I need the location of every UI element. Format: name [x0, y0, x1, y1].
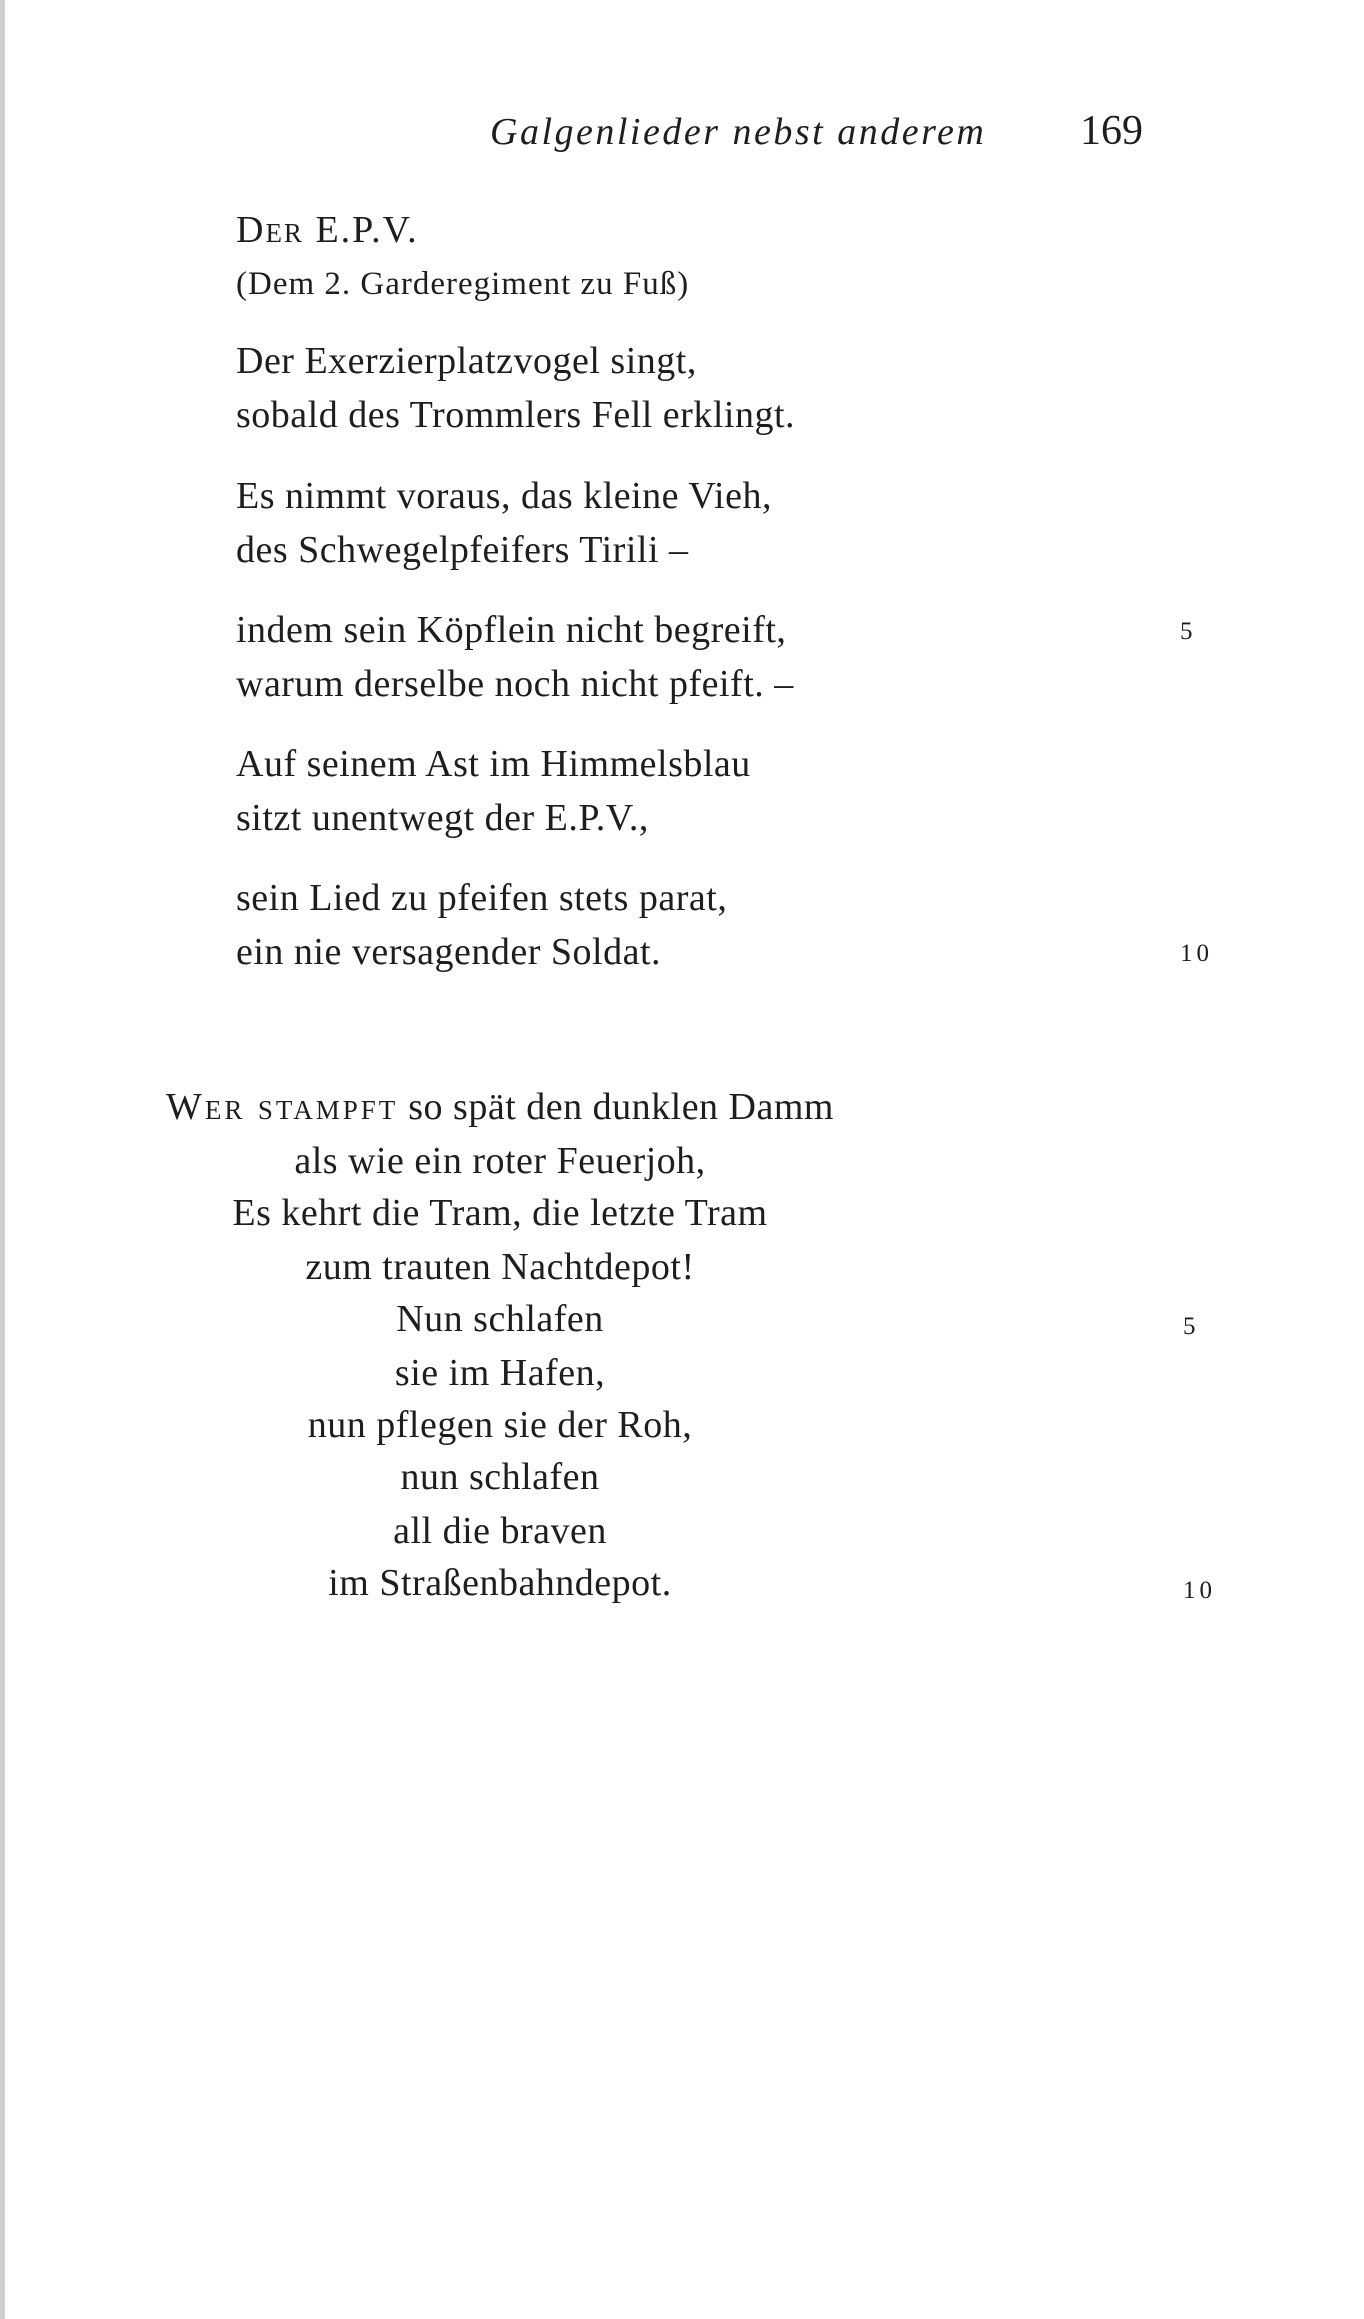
running-title: Galgenlieder nebst anderem [490, 111, 987, 153]
verse-line: im Straßenbahndepot. [328, 1562, 672, 1604]
first-words: Wer stampft [166, 1086, 399, 1128]
verse-line: zum trauten Nachtdepot! [305, 1246, 695, 1288]
verse-line: sobald des Trommlers Fell erklingt. [236, 394, 795, 436]
poem-subtitle: (Dem 2. Garderegiment zu Fuß) [236, 266, 690, 302]
verse-line: indem sein Köpflein nicht begreift, [236, 609, 787, 651]
verse-line: Der Exerzierplatzvogel singt, [236, 340, 697, 382]
verse-line: des Schwegelpfeifers Tirili – [236, 529, 689, 571]
verse-line: warum derselbe noch nicht pfeift. – [236, 663, 794, 705]
line-number: 5 [1183, 1313, 1200, 1340]
verse-line: nun schlafen [400, 1456, 600, 1498]
line-number: 10 [1180, 940, 1213, 967]
line-number: 5 [1180, 618, 1197, 645]
verse-line: Es nimmt voraus, das kleine Vieh, [236, 475, 772, 517]
verse-line: all die braven [393, 1510, 607, 1552]
verse-line [0, 1080, 1000, 1134]
verse-line: nun pflegen sie der Roh, [307, 1404, 693, 1446]
line-number: 10 [1183, 1577, 1216, 1604]
first-line-rest: so spät den dunklen Damm [398, 1086, 834, 1128]
verse-line: Es kehrt die Tram, die letzte Tram [232, 1192, 768, 1234]
verse-line: Nun schlafen [396, 1298, 604, 1340]
verse-line: sein Lied zu pfeifen stets parat, [236, 877, 728, 919]
page-number: 169 [1080, 108, 1143, 154]
verse-line: ein nie versagender Soldat. [236, 931, 662, 973]
verse-line: als wie ein roter Feuerjoh, [294, 1140, 706, 1182]
verse-line: Auf seinem Ast im Himmelsblau [236, 743, 751, 785]
verse-line: sitzt unentwegt der E.P.V., [236, 797, 649, 839]
poem-title: Der E.P.V. [236, 209, 419, 251]
verse-line: sie im Hafen, [394, 1352, 606, 1394]
